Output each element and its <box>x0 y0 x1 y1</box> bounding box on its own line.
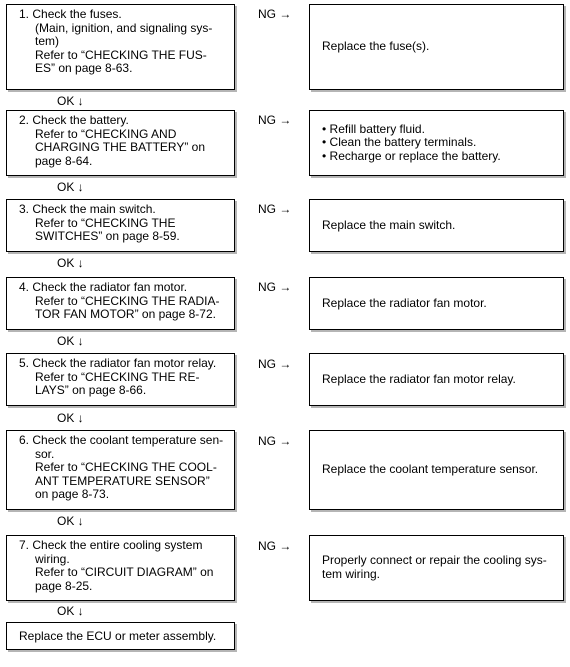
step-text-line: Refer to “CHECKING THE FUS- <box>35 47 207 62</box>
ok-arrow-label: OK ↓ <box>57 180 84 194</box>
step-text-line: Refer to “CIRCUIT DIAGRAM” on <box>35 565 214 580</box>
step-number: 4. <box>19 280 30 294</box>
ok-arrow-label: OK ↓ <box>57 334 84 348</box>
step-title: Check the radiator fan motor. <box>32 280 188 294</box>
step-text-line: Refer to “CHECKING THE COOL- <box>35 460 217 475</box>
step-title: Check the battery. <box>32 113 129 127</box>
step-number: 2. <box>19 113 30 127</box>
action-text-line: • Clean the battery terminals. <box>322 135 477 150</box>
action-text-line: • Recharge or replace the battery. <box>322 148 501 163</box>
ng-arrow-label: NG → <box>258 280 292 294</box>
step-text-line: wiring. <box>35 551 70 566</box>
step-4-box <box>6 277 235 330</box>
action-5-box <box>309 353 564 406</box>
ok-arrow-label: OK ↓ <box>57 514 84 528</box>
step-text-line: (Main, ignition, and signaling sys- <box>35 20 213 35</box>
step-title: Check the radiator fan motor relay. <box>32 356 217 370</box>
step-text-line <box>19 434 228 448</box>
ok-arrow-label: OK ↓ <box>57 411 84 425</box>
step-text-line <box>19 281 228 295</box>
ng-arrow-label: NG → <box>258 434 292 448</box>
step-6-box <box>6 430 235 510</box>
step-number: 5. <box>19 356 30 370</box>
step-1-box <box>6 4 235 90</box>
step-text-line: ES” on page 8-63. <box>35 61 133 76</box>
step-title: Check the main switch. <box>32 202 156 216</box>
step-title: Check the coolant temperature sen- <box>32 433 224 447</box>
action-text-line: Properly connect or repair the cooling sys- <box>322 553 547 568</box>
step-number: 7. <box>19 538 30 552</box>
ng-arrow-label: NG → <box>258 202 292 216</box>
action-text-line: Replace the radiator fan motor. <box>322 295 487 310</box>
final-action-text: Replace the ECU or meter assembly. <box>19 629 217 643</box>
step-text-line: on page 8-73. <box>35 487 110 502</box>
action-6-box <box>309 430 564 510</box>
step-text-line: Refer to “CHECKING THE RADIA- <box>35 293 220 308</box>
action-text-line: Replace the radiator fan motor relay. <box>322 371 516 386</box>
step-title: Check the entire cooling system <box>32 538 203 552</box>
step-text-line: tem) <box>35 34 59 49</box>
ng-arrow-label: NG → <box>258 7 292 21</box>
step-2-box <box>6 110 235 176</box>
ng-arrow-label: NG → <box>258 357 292 371</box>
step-text-line: sor. <box>35 446 55 461</box>
step-text-line: CHARGING THE BATTERY” on <box>35 140 206 155</box>
action-text-line: Replace the main switch. <box>322 217 456 232</box>
step-text-line: page 8-25. <box>35 578 93 593</box>
ok-arrow-label: OK ↓ <box>57 94 84 108</box>
step-text-line: SWITCHES” on page 8-59. <box>35 229 180 244</box>
action-text-line: Replace the fuse(s). <box>322 39 430 54</box>
action-text-line: • Refill battery fluid. <box>322 121 425 136</box>
action-2-box <box>309 110 564 176</box>
step-text-line <box>19 114 228 128</box>
step-number: 6. <box>19 433 30 447</box>
action-4-box <box>309 277 564 330</box>
ok-arrow-label: OK ↓ <box>57 256 84 270</box>
step-text-line: TOR FAN MOTOR” on page 8-72. <box>35 307 216 322</box>
ng-arrow-label: NG → <box>258 113 292 127</box>
step-text-line <box>19 8 228 22</box>
step-title: Check the fuses. <box>32 7 122 21</box>
step-3-box <box>6 199 235 252</box>
step-text-line <box>19 357 228 371</box>
step-text-line: LAYS” on page 8-66. <box>35 383 147 398</box>
step-text-line: Refer to “CHECKING THE RE- <box>35 369 200 384</box>
step-text-line <box>19 539 228 553</box>
action-3-box <box>309 199 564 252</box>
action-7-box <box>309 535 564 601</box>
action-text-line: tem wiring. <box>322 567 381 581</box>
final-action-box <box>6 622 235 650</box>
ng-arrow-label: NG → <box>258 539 292 553</box>
action-text-line: Replace the coolant temperature sensor. <box>322 462 539 477</box>
step-text-line: Refer to “CHECKING AND <box>35 126 177 141</box>
action-1-box <box>309 4 564 90</box>
step-text-line: ANT TEMPERATURE SENSOR” <box>35 473 210 488</box>
step-text-line <box>19 203 228 217</box>
step-number: 1. <box>19 7 30 21</box>
step-7-box <box>6 535 235 601</box>
ok-arrow-label: OK ↓ <box>57 604 84 618</box>
step-number: 3. <box>19 202 30 216</box>
step-text-line: page 8-64. <box>35 153 93 168</box>
step-5-box <box>6 353 235 406</box>
step-text-line: Refer to “CHECKING THE <box>35 215 176 230</box>
